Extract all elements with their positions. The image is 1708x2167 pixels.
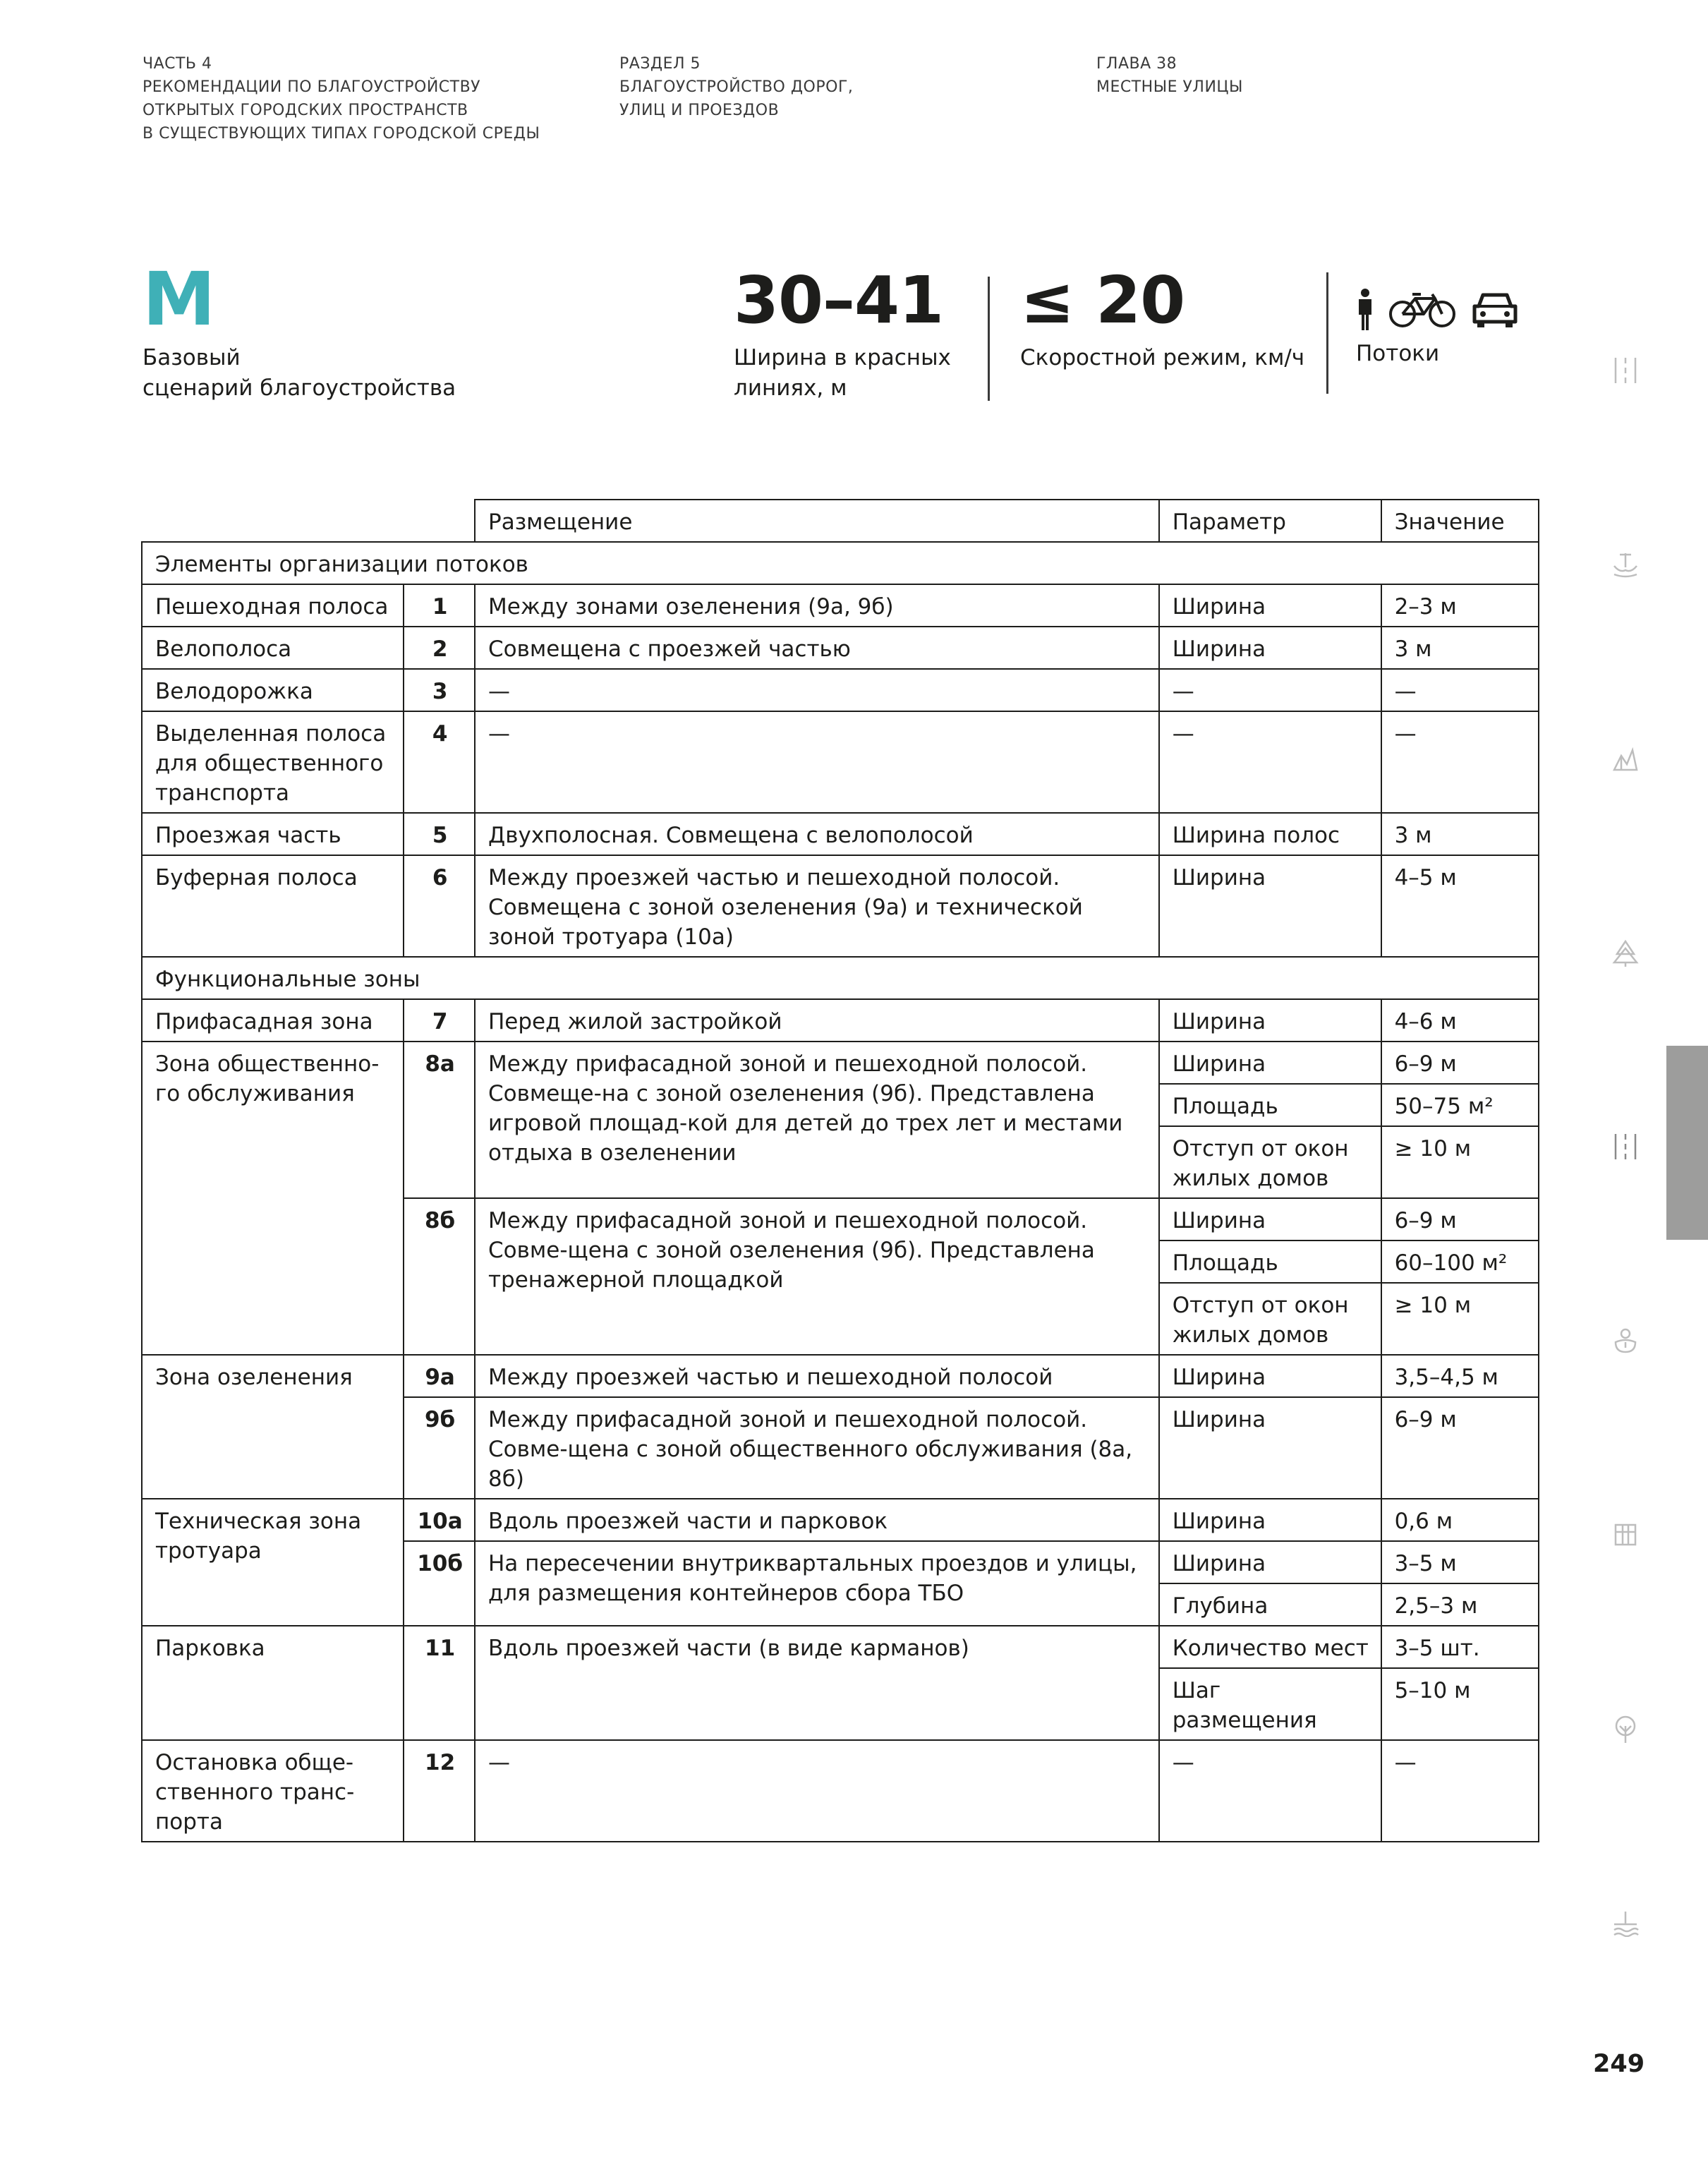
header-line: МЕСТНЫЕ УЛИЦЫ xyxy=(1096,78,1243,96)
embankment-icon xyxy=(1611,550,1640,579)
row-label: Прифасадная зона xyxy=(142,999,404,1042)
table-row xyxy=(142,711,1539,813)
row-value: ≥ 10 м xyxy=(1381,1126,1539,1198)
row-label: Буферная полоса xyxy=(142,855,404,957)
row-parameter: Ширина полос xyxy=(1159,813,1381,855)
header-line: УЛИЦ И ПРОЕЗДОВ xyxy=(619,102,780,119)
column-header-parameter: Параметр xyxy=(1159,500,1381,542)
row-label: Зона озеленения xyxy=(142,1355,404,1499)
row-value: — xyxy=(1381,669,1539,711)
row-value: 4–6 м xyxy=(1381,999,1539,1042)
street-icon xyxy=(1611,356,1640,385)
row-number: 10а xyxy=(404,1499,475,1541)
row-placement: На пересечении внутриквартальных проездов и улицы, для размещения контейнеров сбора ТБО xyxy=(475,1541,1159,1626)
header-line: РАЗДЕЛ 5 xyxy=(619,55,701,73)
header-line: БЛАГОУСТРОЙСТВО ДОРОГ, xyxy=(619,78,854,96)
row-value: 6–9 м xyxy=(1381,1042,1539,1084)
row-parameter: Количество мест xyxy=(1159,1626,1381,1668)
width-value: 30–41 xyxy=(734,262,944,338)
row-number: 1 xyxy=(404,584,475,627)
table-row xyxy=(142,813,1539,855)
row-placement: Между проезжей частью и пешеходной полосой. Совмещена с зоной озеленения (9а) и технической зоной тротуара (10а) xyxy=(475,855,1159,957)
row-value: 5–10 м xyxy=(1381,1668,1539,1740)
square-icon xyxy=(1611,744,1640,773)
divider xyxy=(1326,272,1328,394)
row-parameter: Ширина xyxy=(1159,1397,1381,1499)
row-number: 7 xyxy=(404,999,475,1042)
row-parameter: Ширина xyxy=(1159,627,1381,669)
row-placement: Вдоль проезжей части и парковок xyxy=(475,1499,1159,1541)
row-number: 2 xyxy=(404,627,475,669)
row-number: 11 xyxy=(404,1626,475,1740)
row-value: 3 м xyxy=(1381,627,1539,669)
section-row xyxy=(142,542,1539,584)
table-row xyxy=(142,1355,1539,1397)
row-label: Зона общественно-го обслуживания xyxy=(142,1042,404,1355)
row-placement: — xyxy=(475,669,1159,711)
divider xyxy=(988,277,990,401)
flows-caption: Потоки xyxy=(1356,341,1440,366)
row-number: 3 xyxy=(404,669,475,711)
header-chapter xyxy=(1096,52,1243,99)
courtyard-icon xyxy=(1611,1327,1640,1355)
row-label: Техническая зона тротуара xyxy=(142,1499,404,1626)
tree-icon xyxy=(1611,1715,1640,1743)
row-placement: Между прифасадной зоной и пешеходной полосой. Совме-щена с зоной общественного обслуживания (8а, 8б) xyxy=(475,1397,1159,1499)
row-placement: Между проезжей частью и пешеходной полосой xyxy=(475,1355,1159,1397)
row-label: Парковка xyxy=(142,1626,404,1740)
row-value: 3 м xyxy=(1381,813,1539,855)
row-label: Велополоса xyxy=(142,627,404,669)
row-label: Выделенная полоса для общественного транспорта xyxy=(142,711,404,813)
speed-caption: Скоростной режим, км/ч xyxy=(1020,345,1305,370)
row-number: 6 xyxy=(404,855,475,957)
column-header-value: Значение xyxy=(1381,500,1539,542)
row-parameter: Ширина xyxy=(1159,1042,1381,1084)
row-parameter: Ширина xyxy=(1159,584,1381,627)
row-number: 8б xyxy=(404,1198,475,1355)
caption-line: Базовый xyxy=(143,345,241,370)
row-parameter: Ширина xyxy=(1159,999,1381,1042)
caption-line: линиях, м xyxy=(734,375,847,401)
car-icon xyxy=(1472,291,1518,329)
row-value: 2–3 м xyxy=(1381,584,1539,627)
row-parameter: Ширина xyxy=(1159,1499,1381,1541)
row-placement: Между прифасадной зоной и пешеходной полосой. Совмеще-на с зоной озеленения (9б). Представлена игровой площад-кой для детей до трех лет и местами отдыха в озеленении xyxy=(475,1042,1159,1198)
section-title: Функциональные зоны xyxy=(142,957,1539,999)
row-parameter: Глубина xyxy=(1159,1583,1381,1626)
pedestrian-icon xyxy=(1353,288,1377,332)
row-value: 4–5 м xyxy=(1381,855,1539,957)
section-title: Элементы организации потоков xyxy=(142,542,1539,584)
row-parameter: Площадь xyxy=(1159,1084,1381,1126)
header-section xyxy=(619,52,853,122)
row-parameter: Ширина xyxy=(1159,1355,1381,1397)
row-placement: Между зонами озеленения (9а, 9б) xyxy=(475,584,1159,627)
table-row xyxy=(142,1499,1539,1541)
column-header-placement: Размещение xyxy=(475,500,1159,542)
row-placement: — xyxy=(475,1740,1159,1842)
row-parameter: — xyxy=(1159,1740,1381,1842)
section-row xyxy=(142,957,1539,999)
header-part xyxy=(143,52,540,145)
table-row xyxy=(142,1740,1539,1842)
row-number: 12 xyxy=(404,1740,475,1842)
row-parameter: — xyxy=(1159,669,1381,711)
row-value: — xyxy=(1381,1740,1539,1842)
row-placement: Между прифасадной зоной и пешеходной полосой. Совме-щена с зоной озеленения (9б). Представлена тренажерной площадкой xyxy=(475,1198,1159,1355)
bicycle-icon xyxy=(1388,291,1456,328)
row-value: 3–5 м xyxy=(1381,1541,1539,1583)
table-row xyxy=(142,627,1539,669)
row-placement: — xyxy=(475,711,1159,813)
row-value: 0,6 м xyxy=(1381,1499,1539,1541)
row-parameter: Шаг размещения xyxy=(1159,1668,1381,1740)
building-icon xyxy=(1611,1521,1640,1549)
row-placement: Вдоль проезжей части (в виде карманов) xyxy=(475,1626,1159,1740)
row-value: 6–9 м xyxy=(1381,1198,1539,1241)
row-parameter: Ширина xyxy=(1159,1541,1381,1583)
header-line: ЧАСТЬ 4 xyxy=(143,55,212,73)
row-label: Пешеходная полоса xyxy=(142,584,404,627)
flow-icons xyxy=(1353,288,1518,332)
speed-value: ≤ 20 xyxy=(1020,262,1185,338)
row-parameter: Отступ от окон жилых домов xyxy=(1159,1283,1381,1355)
caption-line: сценарий благоустройства xyxy=(143,375,456,401)
width-caption xyxy=(734,343,951,404)
table-row xyxy=(142,1626,1539,1668)
row-parameter: Ширина xyxy=(1159,855,1381,957)
table-header-row xyxy=(142,500,1539,542)
row-value: 50–75 м² xyxy=(1381,1084,1539,1126)
table-row xyxy=(142,1042,1539,1084)
row-value: 60–100 м² xyxy=(1381,1241,1539,1283)
local-street-icon xyxy=(1611,1133,1640,1161)
row-number: 8а xyxy=(404,1042,475,1198)
table-row xyxy=(142,669,1539,711)
header-line: ОТКРЫТЫХ ГОРОДСКИХ ПРОСТРАНСТВ xyxy=(143,102,468,119)
row-number: 9б xyxy=(404,1397,475,1499)
row-value: 2,5–3 м xyxy=(1381,1583,1539,1626)
table-row xyxy=(142,855,1539,957)
table-row xyxy=(142,999,1539,1042)
park-icon xyxy=(1611,938,1640,967)
empty-cell xyxy=(142,500,475,542)
row-parameter: — xyxy=(1159,711,1381,813)
row-parameter: Площадь xyxy=(1159,1241,1381,1283)
row-placement: Перед жилой застройкой xyxy=(475,999,1159,1042)
header-line: ГЛАВА 38 xyxy=(1096,55,1177,73)
row-value: 3–5 шт. xyxy=(1381,1626,1539,1668)
table-row xyxy=(142,584,1539,627)
row-value: ≥ 10 м xyxy=(1381,1283,1539,1355)
row-label: Велодорожка xyxy=(142,669,404,711)
row-label: Остановка обще-ственного транс-порта xyxy=(142,1740,404,1842)
row-number: 10б xyxy=(404,1541,475,1626)
caption-line: Ширина в красных xyxy=(734,345,951,370)
header-line: В СУЩЕСТВУЮЩИХ ТИПАХ ГОРОДСКОЙ СРЕДЫ xyxy=(143,125,540,143)
row-label: Проезжая часть xyxy=(142,813,404,855)
scenario-letter: М xyxy=(143,256,216,342)
page-number: 249 xyxy=(1593,2050,1645,2078)
header-line: РЕКОМЕНДАЦИИ ПО БЛАГОУСТРОЙСТВУ xyxy=(143,78,481,96)
row-placement: Совмещена с проезжей частью xyxy=(475,627,1159,669)
chapter-tab-marker xyxy=(1666,1046,1708,1240)
scenario-caption xyxy=(143,343,456,404)
row-number: 5 xyxy=(404,813,475,855)
waterfront-icon xyxy=(1611,1909,1640,1937)
row-parameter: Ширина xyxy=(1159,1198,1381,1241)
row-parameter: Отступ от окон жилых домов xyxy=(1159,1126,1381,1198)
row-value: 3,5–4,5 м xyxy=(1381,1355,1539,1397)
row-placement: Двухполосная. Совмещена с велополосой xyxy=(475,813,1159,855)
row-value: 6–9 м xyxy=(1381,1397,1539,1499)
row-number: 4 xyxy=(404,711,475,813)
row-value: — xyxy=(1381,711,1539,813)
row-number: 9а xyxy=(404,1355,475,1397)
parameters-table xyxy=(141,499,1539,1842)
